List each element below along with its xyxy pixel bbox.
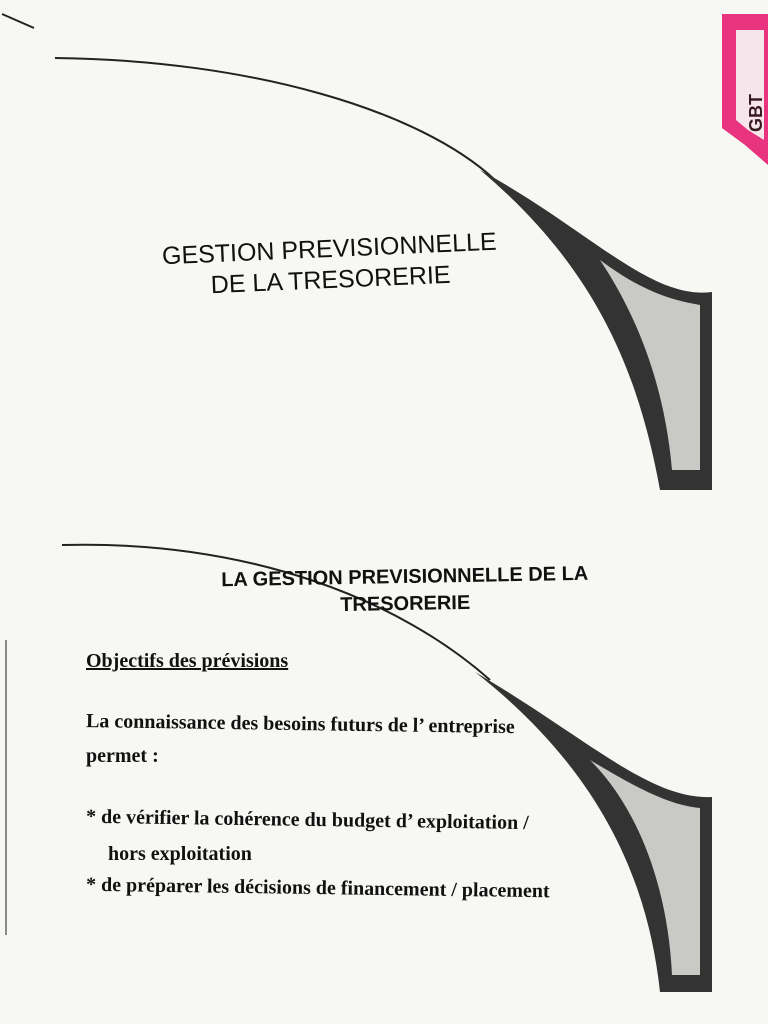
slide1-title-line2: DE LA TRESORERIE (210, 260, 452, 300)
slide2-title-line1: LA GESTION PREVISIONNELLE DE LA (221, 562, 589, 592)
intro-line2: permet : (86, 745, 159, 767)
intro-line1: La connaissance des besoins futurs de l’ entreprise (85, 710, 515, 739)
slide1-title-line1: GESTION PREVISIONNELLE (161, 227, 498, 271)
bullet2-line1: * de préparer les décisions de financement / placement (85, 873, 550, 903)
slide2-title-line2: TRESORERIE (340, 591, 471, 617)
tab-label: GBT (746, 94, 766, 132)
bullet1-line2: hors exploitation (108, 843, 252, 865)
bullet1-line1: * de vérifier la cohérence du budget d’ exploitation / (85, 805, 529, 834)
slide2-title (140, 559, 671, 622)
section-heading: Objectifs des prévisions (86, 650, 289, 672)
